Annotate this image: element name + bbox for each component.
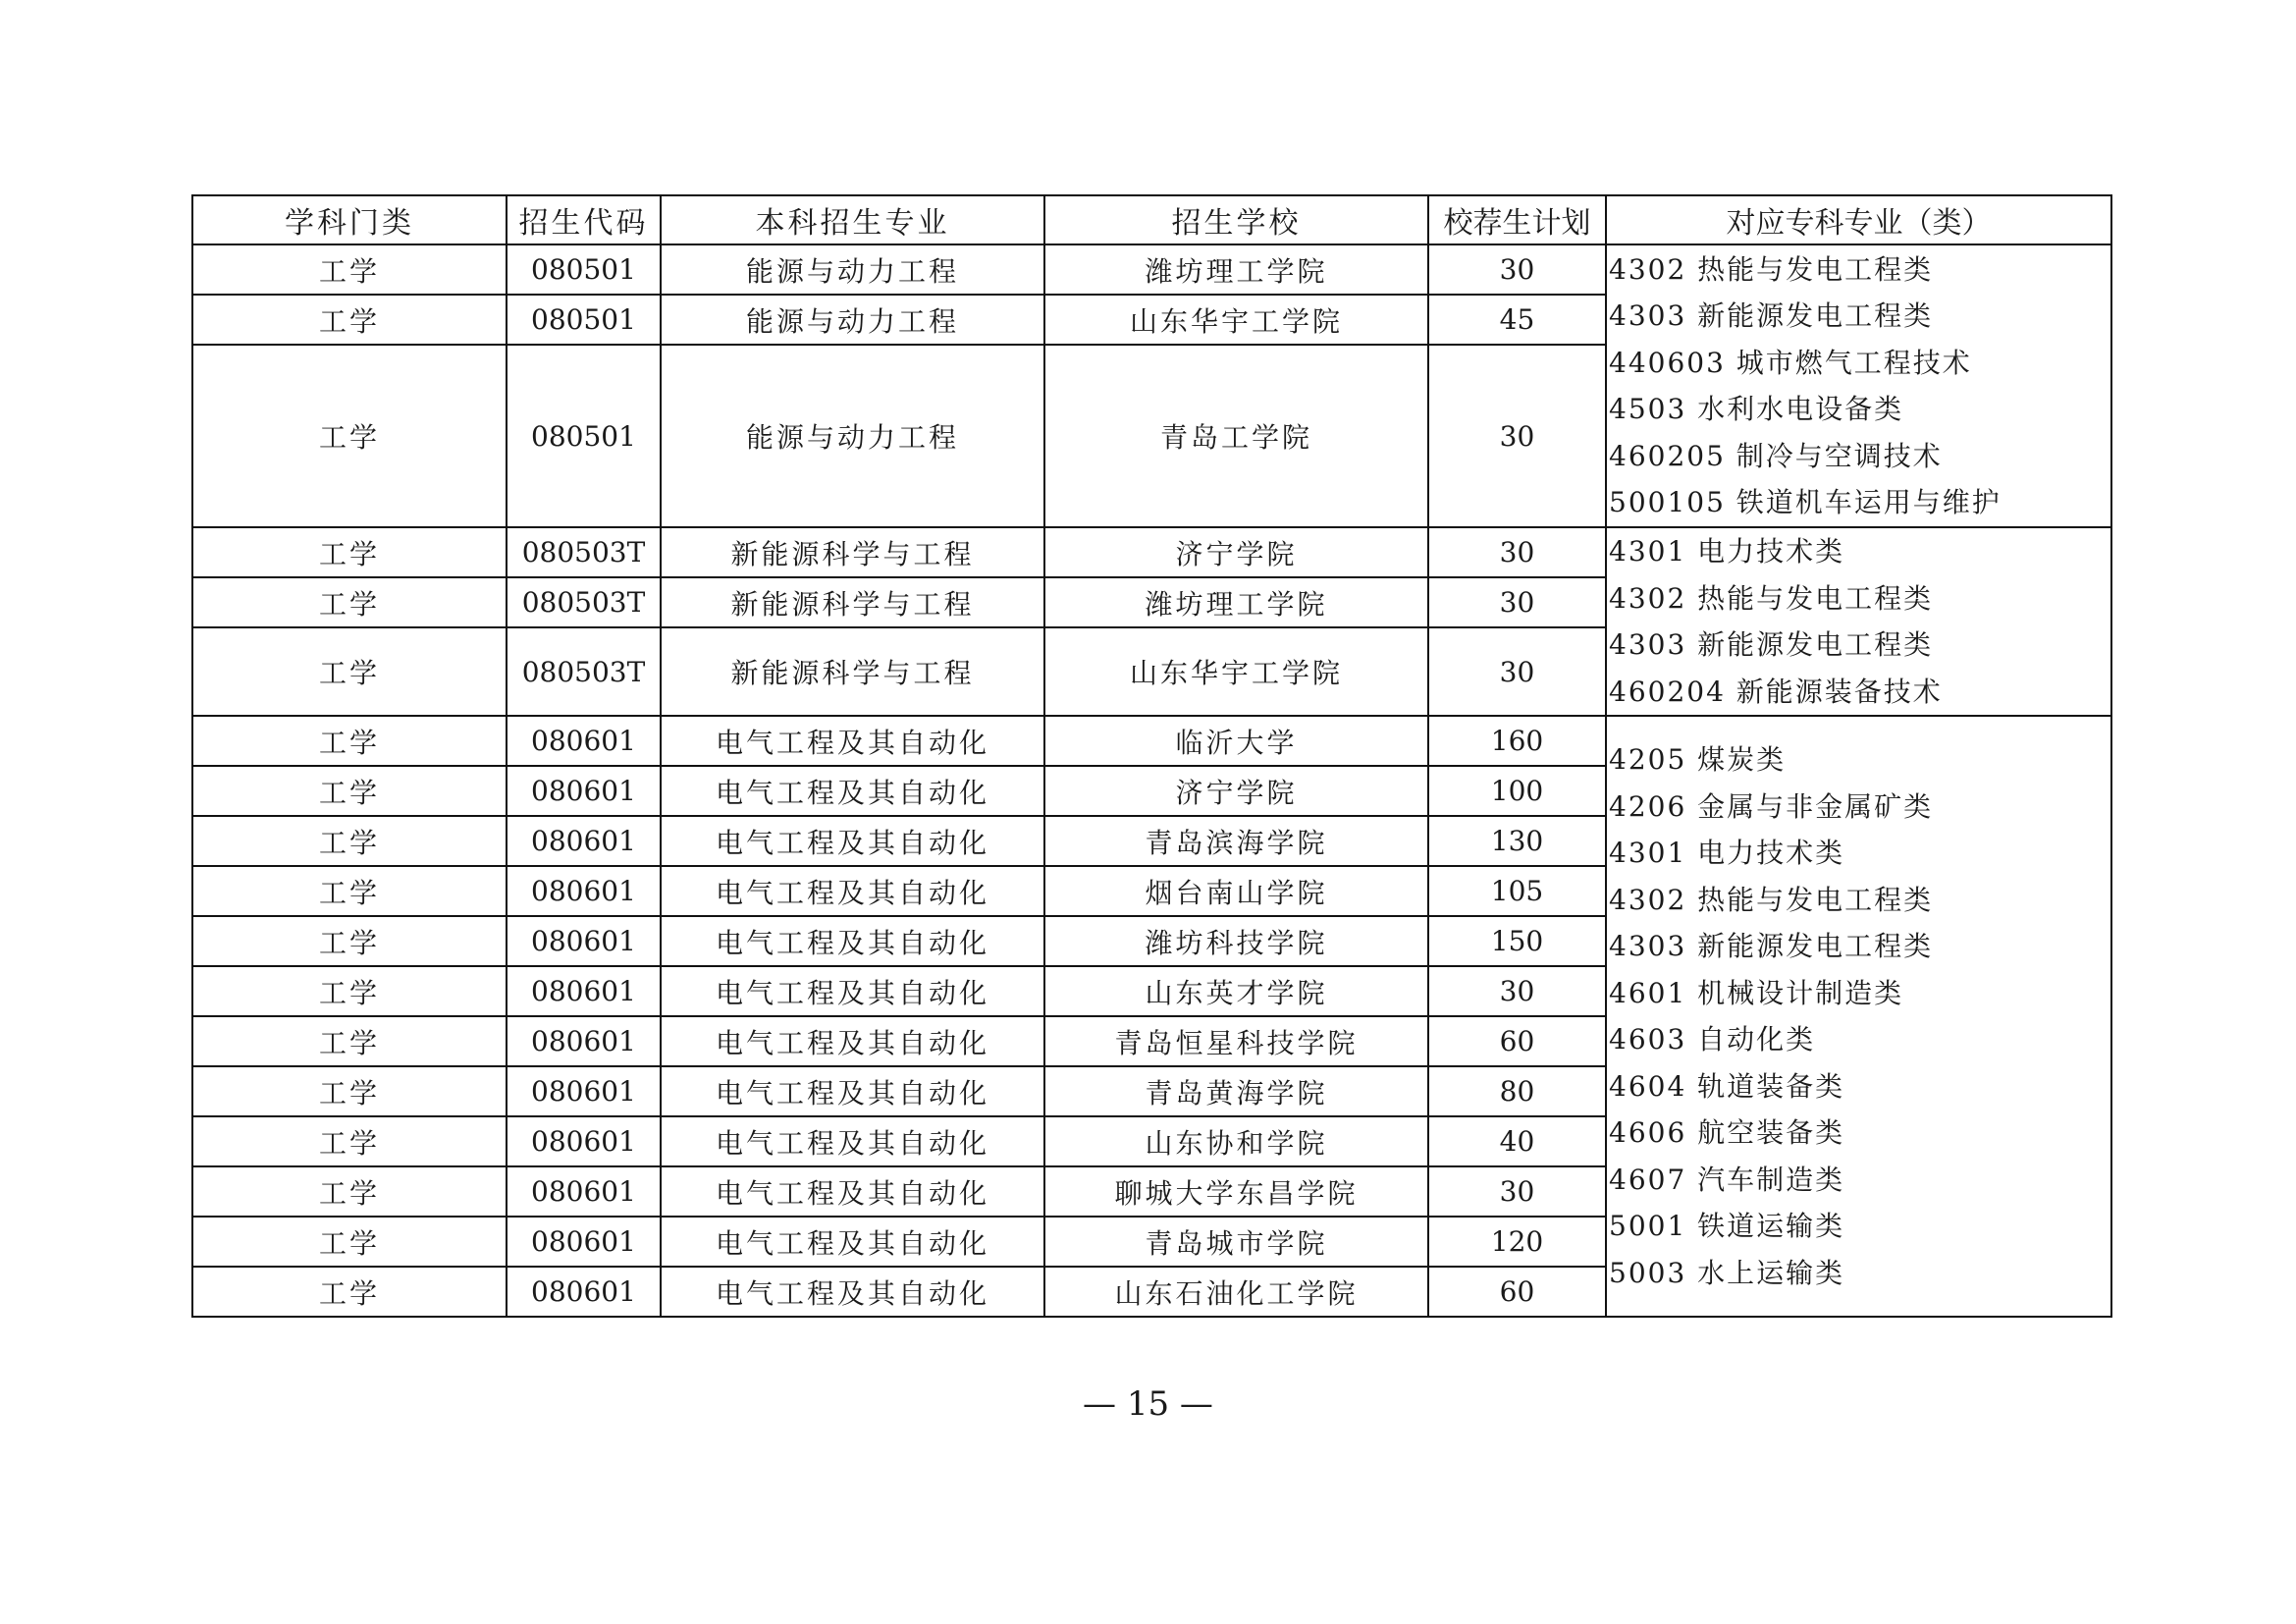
header-row [192,195,2111,244]
specialty-item: 4503 水利水电设备类 [1609,393,1904,425]
cell-major: 能源与动力工程 [661,345,1044,527]
cell-code: 080601 [507,866,661,916]
specialty-item: 460204 新能源装备技术 [1609,675,1943,708]
cell-major: 能源与动力工程 [661,295,1044,345]
cell-major: 新能源科学与工程 [661,527,1044,577]
cell-school: 山东华宇工学院 [1044,295,1428,345]
page-number: — 15 — [1083,1384,1213,1424]
cell-major: 电气工程及其自动化 [661,1116,1044,1166]
header-plan: 校荐生计划 [1428,195,1606,244]
cell-major: 电气工程及其自动化 [661,866,1044,916]
cell-plan: 80 [1428,1066,1606,1116]
cell-school: 聊城大学东昌学院 [1044,1166,1428,1217]
cell-plan: 40 [1428,1116,1606,1166]
specialty-item: 4301 电力技术类 [1609,535,1845,568]
cell-major: 电气工程及其自动化 [661,1267,1044,1317]
cell-discipline: 工学 [192,1016,507,1066]
cell-plan: 150 [1428,916,1606,966]
cell-plan: 100 [1428,766,1606,816]
cell-plan: 30 [1428,1166,1606,1217]
cell-school: 潍坊科技学院 [1044,916,1428,966]
specialty-item: 4303 新能源发电工程类 [1609,299,1934,332]
cell-plan: 60 [1428,1267,1606,1317]
header-major: 本科招生专业 [661,195,1044,244]
cell-discipline: 工学 [192,527,507,577]
cell-major: 电气工程及其自动化 [661,766,1044,816]
cell-major: 新能源科学与工程 [661,577,1044,627]
cell-discipline: 工学 [192,1116,507,1166]
cell-plan: 30 [1428,966,1606,1016]
cell-discipline: 工学 [192,766,507,816]
table-body [192,244,2111,1317]
specialty-item: 4302 热能与发电工程类 [1609,883,1934,916]
cell-code: 080501 [507,295,661,345]
cell-school: 潍坊理工学院 [1044,577,1428,627]
cell-plan: 120 [1428,1217,1606,1267]
cell-code: 080601 [507,1066,661,1116]
cell-major: 新能源科学与工程 [661,627,1044,716]
cell-major: 电气工程及其自动化 [661,816,1044,866]
cell-discipline: 工学 [192,1066,507,1116]
cell-discipline: 工学 [192,1217,507,1267]
cell-discipline: 工学 [192,816,507,866]
cell-discipline: 工学 [192,345,507,527]
cell-discipline: 工学 [192,244,507,295]
cell-discipline: 工学 [192,1166,507,1217]
cell-specialties [1606,244,2111,527]
cell-major: 电气工程及其自动化 [661,1016,1044,1066]
cell-plan: 30 [1428,527,1606,577]
cell-code: 080501 [507,244,661,295]
specialty-item: 4303 新能源发电工程类 [1609,628,1934,661]
cell-plan: 105 [1428,866,1606,916]
cell-plan: 160 [1428,716,1606,766]
specialty-item: 4206 金属与非金属矿类 [1609,789,1934,823]
cell-code: 080503T [507,577,661,627]
specialty-item: 4604 轨道装备类 [1609,1069,1845,1103]
cell-specialties [1606,716,2111,1317]
cell-specialties [1606,527,2111,716]
cell-discipline: 工学 [192,916,507,966]
specialty-item: 4303 新能源发电工程类 [1609,930,1934,962]
specialty-item: 500105 铁道机车运用与维护 [1609,486,2002,518]
cell-discipline: 工学 [192,627,507,716]
cell-school: 济宁学院 [1044,766,1428,816]
specialty-item: 4607 汽车制造类 [1609,1163,1845,1196]
cell-plan: 30 [1428,345,1606,527]
cell-discipline: 工学 [192,966,507,1016]
cell-code: 080601 [507,1166,661,1217]
cell-school: 临沂大学 [1044,716,1428,766]
specialty-item: 4302 热能与发电工程类 [1609,252,1934,286]
enrollment-table [191,194,2112,1318]
cell-plan: 130 [1428,816,1606,866]
cell-major: 电气工程及其自动化 [661,1217,1044,1267]
cell-code: 080601 [507,816,661,866]
cell-school: 青岛工学院 [1044,345,1428,527]
cell-discipline: 工学 [192,295,507,345]
specialty-item: 4601 机械设计制造类 [1609,976,1904,1009]
header-code: 招生代码 [507,195,661,244]
cell-plan: 45 [1428,295,1606,345]
cell-plan: 30 [1428,627,1606,716]
cell-discipline: 工学 [192,866,507,916]
specialty-item: 5003 水上运输类 [1609,1256,1845,1289]
cell-discipline: 工学 [192,577,507,627]
specialty-item: 4205 煤炭类 [1609,743,1787,776]
cell-school: 山东石油化工学院 [1044,1267,1428,1317]
cell-school: 青岛恒星科技学院 [1044,1016,1428,1066]
cell-school: 山东协和学院 [1044,1116,1428,1166]
cell-school: 青岛黄海学院 [1044,1066,1428,1116]
cell-code: 080601 [507,1267,661,1317]
table-row [192,716,2111,766]
cell-code: 080501 [507,345,661,527]
cell-school: 青岛滨海学院 [1044,816,1428,866]
cell-major: 电气工程及其自动化 [661,1166,1044,1217]
cell-school: 济宁学院 [1044,527,1428,577]
cell-plan: 30 [1428,244,1606,295]
cell-plan: 30 [1428,577,1606,627]
cell-major: 电气工程及其自动化 [661,916,1044,966]
cell-school: 潍坊理工学院 [1044,244,1428,295]
cell-school: 山东英才学院 [1044,966,1428,1016]
table-header [192,195,2111,244]
specialty-item: 5001 铁道运输类 [1609,1210,1845,1242]
header-school: 招生学校 [1044,195,1428,244]
specialty-item: 4603 自动化类 [1609,1023,1816,1056]
cell-major: 电气工程及其自动化 [661,1066,1044,1116]
cell-code: 080601 [507,716,661,766]
specialty-item: 4302 热能与发电工程类 [1609,581,1934,615]
cell-discipline: 工学 [192,1267,507,1317]
cell-school: 烟台南山学院 [1044,866,1428,916]
cell-code: 080503T [507,527,661,577]
cell-discipline: 工学 [192,716,507,766]
cell-school: 青岛城市学院 [1044,1217,1428,1267]
cell-school: 山东华宇工学院 [1044,627,1428,716]
specialty-item: 460205 制冷与空调技术 [1609,439,1943,472]
cell-code: 080601 [507,916,661,966]
cell-code: 080601 [507,966,661,1016]
cell-code: 080601 [507,1217,661,1267]
cell-code: 080601 [507,1116,661,1166]
cell-code: 080503T [507,627,661,716]
table-row [192,527,2111,577]
header-specialty: 对应专科专业（类） [1606,195,2111,244]
cell-code: 080601 [507,766,661,816]
cell-code: 080601 [507,1016,661,1066]
cell-major: 电气工程及其自动化 [661,966,1044,1016]
cell-major: 能源与动力工程 [661,244,1044,295]
cell-major: 电气工程及其自动化 [661,716,1044,766]
table-row [192,244,2111,295]
specialty-item: 4606 航空装备类 [1609,1116,1845,1149]
specialty-item: 4301 电力技术类 [1609,837,1845,869]
header-discipline: 学科门类 [192,195,507,244]
specialty-item: 440603 城市燃气工程技术 [1609,346,1972,379]
cell-plan: 60 [1428,1016,1606,1066]
